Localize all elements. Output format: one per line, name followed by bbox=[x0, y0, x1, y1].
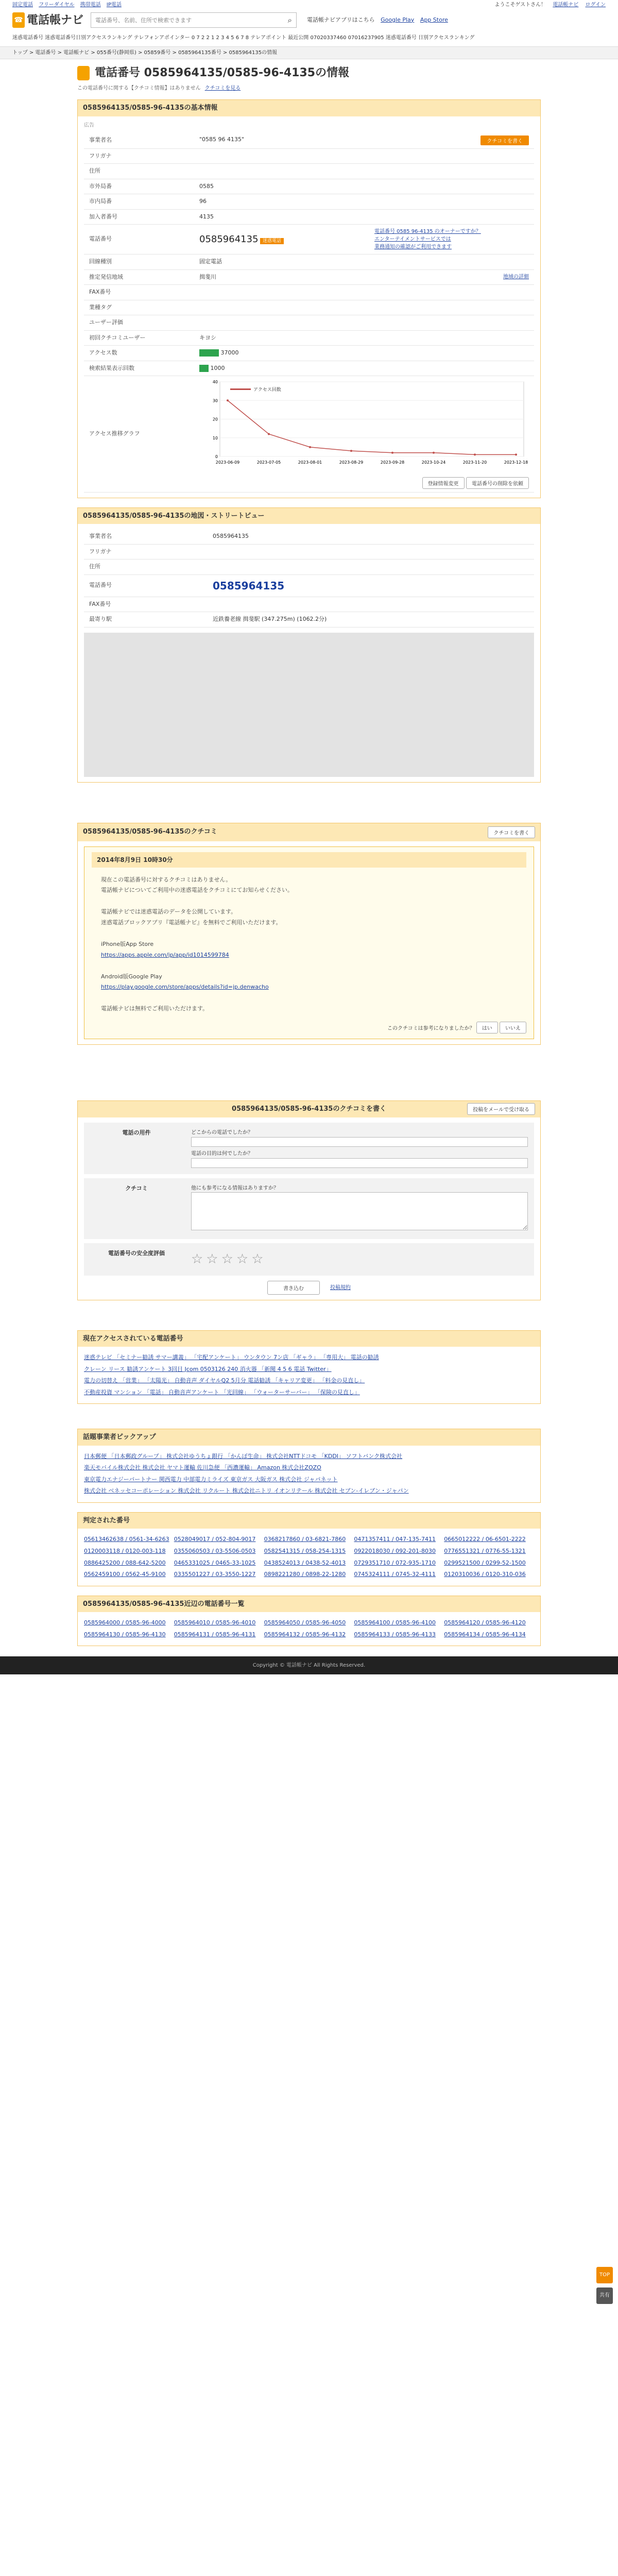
phone-number-link[interactable]: 0355060503 / 03-5506-0503 bbox=[174, 1548, 256, 1554]
write-panel bbox=[77, 1100, 541, 1300]
phone-number-link[interactable]: 0465331025 / 0465-33-1025 bbox=[174, 1559, 256, 1566]
helpful-text: このクチコミは参考になりましたか？ bbox=[387, 1026, 475, 1032]
app-store-url[interactable]: https://apps.apple.com/jp/app/id1014599784 bbox=[101, 951, 229, 958]
popular-heading: 話題事業者ピックアップ bbox=[83, 1433, 156, 1442]
notification-link[interactable]: 業務通知の確認がご利用できます bbox=[374, 244, 452, 250]
entertainment-link[interactable]: エンターテイメントサービスでは bbox=[374, 236, 451, 242]
status-badge: 迷惑電話 bbox=[260, 238, 284, 244]
phone-number-link[interactable]: 0776551321 / 0776-55-1321 bbox=[444, 1548, 526, 1554]
main-nav[interactable]: 迷惑電話番号 迷惑電話番号日別アクセスランキング テレフォンアポインター 0 7 2 2 1 2 3 4 5 6 7 8 テレアポイント 最近公開 07020337460 07016237905 迷惑電話番号 日別アクセスランキング bbox=[12, 35, 475, 41]
y-tick-label: 30 bbox=[212, 398, 218, 403]
recent-access-link[interactable]: 不動産投資 マンション 「電話」 自動音声アンケート 「光回線」 「ウォーターサーバー」 「保険の見直し」 bbox=[84, 1388, 360, 1396]
judged-numbers-panel bbox=[77, 1512, 541, 1586]
region-detail-link[interactable]: 地域の詳細 bbox=[503, 274, 529, 280]
email-subscribe-button[interactable]: 投稿をメールで受け取る bbox=[467, 1103, 535, 1115]
x-tick-label: 2023-06-09 bbox=[215, 460, 240, 465]
table-row: アクセス数 37000 bbox=[84, 346, 534, 361]
access-count: 37000 bbox=[220, 349, 239, 356]
data-point bbox=[350, 450, 352, 452]
judged-numbers-grid bbox=[78, 1529, 540, 1585]
table-row: 最寄り駅 近鉄養老線 揖斐駅 (347.275m) (1062.2分) bbox=[84, 612, 534, 628]
phone-number-link[interactable]: 0745324111 / 0745-32-4111 bbox=[354, 1571, 436, 1578]
comment-section: クチコミ 他にも参考になる情報はありますか？ bbox=[84, 1178, 534, 1239]
topbar-link-mobile[interactable]: 携帯電話 bbox=[80, 2, 101, 8]
phone-number-link[interactable]: 0585964100 / 0585-96-4100 bbox=[354, 1619, 436, 1626]
phone-number-link[interactable]: 0585964134 / 0585-96-4134 bbox=[444, 1631, 526, 1638]
table-row: 事業者名 0585964135 bbox=[84, 529, 534, 544]
data-point bbox=[474, 453, 476, 455]
map-phone-number: 0585964135 bbox=[213, 579, 285, 592]
legend-label: アクセス回数 bbox=[253, 387, 281, 393]
submit-button[interactable]: 書き込む bbox=[267, 1281, 320, 1295]
recent-access-link[interactable]: 迷惑テレビ 「セミナー勧誘 サマー講義」 「宅配アンケート」 ウンタウン 7ン店 「ギャラ」 「専用大」 電話の勧誘 bbox=[84, 1354, 379, 1361]
login-link[interactable]: ログイン bbox=[585, 2, 606, 8]
phone-number-link[interactable]: 0438524013 / 0438-52-4013 bbox=[264, 1559, 346, 1566]
area-numbers-grid bbox=[78, 1612, 540, 1646]
kuchikomi-note: この電話番号に関する【クチコミ情報】はありません クチコミを見る bbox=[77, 86, 241, 91]
google-play-link[interactable]: Google Play bbox=[381, 16, 415, 23]
phone-number-link[interactable]: 0886425200 / 088-642-5200 bbox=[84, 1559, 166, 1566]
phone-number-link[interactable]: 0665012222 / 06-6501-2222 bbox=[444, 1536, 526, 1543]
topbar-link-landline[interactable]: 固定電話 bbox=[12, 2, 33, 8]
call-purpose-section: 電話の用件 どこからの電話でしたか？ 電話の目的は何でしたか？ bbox=[84, 1123, 534, 1174]
table-row: 市外局番 0585 bbox=[84, 179, 534, 194]
data-point bbox=[227, 399, 229, 401]
phone-number-link[interactable]: 0368217860 / 03-6821-7860 bbox=[264, 1536, 346, 1543]
search-count-bar bbox=[199, 365, 209, 372]
kuchikomi-panel bbox=[77, 823, 541, 1045]
logo[interactable]: ☎ 電話帳ナビ bbox=[12, 12, 83, 29]
table-row: ユーザー評価 bbox=[84, 315, 534, 331]
recent-access-heading: 現在アクセスされている電話番号 bbox=[83, 1334, 183, 1343]
data-point bbox=[309, 446, 311, 448]
topbar-menu-home[interactable]: 電話帳ナビ bbox=[553, 2, 579, 8]
x-tick-label: 2023-10-24 bbox=[421, 460, 446, 465]
table-row: 住所 bbox=[84, 560, 534, 575]
topbar bbox=[0, 0, 618, 8]
table-row: FAX番号 bbox=[84, 597, 534, 612]
table-row: 電話番号 0585964135 迷惑電話 電話番号 0585 96-4135 のオーナーですか？ エンターテイメントサービスでは 業務通知の確認がご利用できます bbox=[84, 225, 534, 255]
page-title: 電話番号 0585964135/0585-96-4135の情報 bbox=[77, 64, 541, 81]
phone-book-icon: ☎ bbox=[12, 12, 25, 28]
table-row: FAX番号 bbox=[84, 285, 534, 300]
phone-number-link[interactable]: 0120003118 / 0120-003-118 bbox=[84, 1548, 166, 1554]
y-tick-label: 20 bbox=[212, 417, 218, 422]
caller-input[interactable] bbox=[191, 1137, 528, 1147]
phone-number-link[interactable]: 0120310036 / 0120-310-036 bbox=[444, 1571, 526, 1578]
map-info-table bbox=[84, 529, 534, 628]
update-info-button[interactable]: 登録情報変更 bbox=[422, 477, 465, 489]
table-row: 事業者名 "0585 96 4135" クチコミを書く bbox=[84, 132, 534, 149]
kuchikomi-heading: 0585964135/0585-96-4135のクチコミ bbox=[83, 828, 217, 836]
phone-number-link[interactable]: 0585964132 / 0585-96-4132 bbox=[264, 1631, 346, 1638]
access-chart bbox=[199, 379, 529, 472]
x-tick-label: 2023-09-28 bbox=[380, 460, 405, 465]
phone-number: 0585964135 bbox=[199, 234, 259, 245]
legend-swatch bbox=[230, 388, 251, 390]
recent-access-link[interactable]: 電力の切替え 「営業」 「太陽光」 自動音声 ダイヤルQ2 5月分 電話勧誘 「キャリア変更」 「料金の見直し」 bbox=[84, 1377, 365, 1384]
delete-request-button[interactable]: 電話番号の削除を依頼 bbox=[466, 477, 529, 489]
app-store-link[interactable]: App Store bbox=[420, 16, 448, 23]
search-input[interactable] bbox=[95, 17, 288, 24]
table-row: 初回クチコミユーザー キヨシ bbox=[84, 330, 534, 346]
see-kuchikomi-link[interactable]: クチコミを見る bbox=[204, 86, 241, 91]
write-kuchikomi-button[interactable]: クチコミを書く bbox=[480, 135, 529, 145]
topbar-link-ip[interactable]: IP電話 bbox=[106, 2, 122, 8]
terms-link[interactable]: 投稿規約 bbox=[330, 1284, 351, 1291]
y-tick-label: 0 bbox=[215, 454, 218, 459]
welcome-text: ようこそゲストさん！ bbox=[494, 2, 546, 8]
phone-number-link[interactable]: 0898221280 / 0898-22-1280 bbox=[264, 1571, 346, 1578]
footer: Copyright © 電話帳ナビ All Rights Reserved. bbox=[0, 1656, 618, 1674]
recent-access-panel bbox=[77, 1330, 541, 1404]
phone-number-link[interactable]: 0585964133 / 0585-96-4133 bbox=[354, 1631, 436, 1638]
popular-company-link[interactable]: 東京電力エナジーパートナー 関西電力 中部電力ミライズ 東京ガス 大阪ガス 株式会社 ジャパネット bbox=[84, 1476, 338, 1483]
table-row: アクセス推移グラフ 0 10 20 30 40 アクセス回数 2023-06-09 2023-07-05 2023-08-01 2023-08-29 2023-09-28 2023-10-24 2023-11-20 2023-12-18 登録情報変更 電話番号の削除を依頼 bbox=[84, 376, 534, 493]
basic-info-table bbox=[84, 132, 534, 493]
popular-company-link[interactable]: 日本郵便 「日本郵政グループ」 株式会社ゆうちょ銀行 「かんぽ生命」 株式会社NTTドコモ 「KDDI」 ソフトバンク株式会社 bbox=[84, 1452, 403, 1460]
basic-info-heading: 0585964135/0585-96-4135の基本情報 bbox=[83, 104, 218, 112]
table-row: 加入者番号 4135 bbox=[84, 209, 534, 225]
popular-company-link[interactable]: 株式会社 ベネッセコーポレーション 株式会社 リクルート 株式会社ニトリ イオンリテール 株式会社 セブン-イレブン・ジャパン bbox=[84, 1487, 409, 1495]
phone-number-link[interactable]: 0585964130 / 0585-96-4130 bbox=[84, 1631, 166, 1638]
purpose-input[interactable] bbox=[191, 1158, 528, 1168]
recent-access-link[interactable]: クレーン リース 勧誘アンケート 3回目 Jcom 0503126 240 消火器 「新聞 4 5 6 電話 Twitter」 bbox=[84, 1365, 332, 1372]
search-icon[interactable]: ⌕ bbox=[287, 15, 293, 25]
rating-stars[interactable]: ☆☆☆☆☆ bbox=[191, 1251, 267, 1267]
x-tick-label: 2023-08-29 bbox=[339, 460, 364, 465]
x-tick-label: 2023-11-20 bbox=[462, 460, 487, 465]
share-button[interactable]: 共有 bbox=[596, 2287, 613, 2304]
kuchikomi-date: 2014年8月9日 10時30分 bbox=[92, 852, 526, 868]
search-count: 1000 bbox=[210, 364, 225, 371]
table-row: フリガナ bbox=[84, 148, 534, 164]
x-tick-label: 2023-12-18 bbox=[504, 460, 528, 465]
data-point bbox=[433, 452, 435, 454]
x-tick-label: 2023-08-01 bbox=[298, 460, 322, 465]
helpful-yes-button[interactable]: はい bbox=[476, 1022, 498, 1033]
rating-section: 電話番号の安全度評価 ☆☆☆☆☆ bbox=[84, 1243, 534, 1276]
breadcrumb[interactable]: トップ > 電話番号 > 電話帳ナビ > 055番号(静岡県) > 05859番号 > 0585964135番号 > 0585964135の情報 bbox=[0, 46, 618, 59]
header bbox=[0, 8, 618, 32]
phone-number-link[interactable]: 0562459100 / 0562-45-9100 bbox=[84, 1571, 166, 1578]
helpful-no-button[interactable]: いいえ bbox=[500, 1022, 526, 1033]
table-row: 推定発信地域 揖斐川 地域の詳細 bbox=[84, 269, 534, 285]
table-row: 業種タグ bbox=[84, 300, 534, 315]
phone-number-link[interactable]: 0471357411 / 047-135-7411 bbox=[354, 1536, 436, 1543]
data-point bbox=[391, 452, 393, 454]
map-panel bbox=[77, 507, 541, 783]
app-promo-text: 電話帳ナビアプリはこちら bbox=[307, 16, 375, 23]
write-kuchikomi-top-button[interactable]: クチコミを書く bbox=[488, 826, 535, 838]
phone-number-link[interactable]: 0585964131 / 0585-96-4131 bbox=[174, 1631, 256, 1638]
data-point bbox=[268, 433, 270, 435]
access-bar bbox=[199, 349, 219, 357]
phone-number-link[interactable]: 0299521500 / 0299-52-1500 bbox=[444, 1559, 526, 1566]
write-heading: 0585964135/0585-96-4135のクチコミを書く bbox=[232, 1105, 386, 1113]
ad-caption: 広告 bbox=[84, 122, 94, 128]
area-numbers-panel bbox=[77, 1596, 541, 1647]
comment-textarea[interactable] bbox=[191, 1192, 528, 1230]
x-tick-label: 2023-07-05 bbox=[256, 460, 281, 465]
phone-number-link[interactable]: 0729351710 / 072-935-1710 bbox=[354, 1559, 436, 1566]
table-row: フリガナ bbox=[84, 544, 534, 560]
search-box bbox=[91, 12, 297, 28]
data-point bbox=[515, 453, 517, 455]
phone-number-link[interactable]: 0585964000 / 0585-96-4000 bbox=[84, 1619, 166, 1626]
phone-number-link[interactable]: 0585964010 / 0585-96-4010 bbox=[174, 1619, 256, 1626]
popular-panel bbox=[77, 1429, 541, 1503]
table-row: 市内局番 96 bbox=[84, 194, 534, 210]
topbar-link-freedial[interactable]: フリーダイヤル bbox=[39, 2, 75, 8]
phone-number-link[interactable]: 05613462638 / 0561-34-6263 bbox=[84, 1536, 169, 1543]
phone-number-link[interactable]: 0335501227 / 03-3550-1227 bbox=[174, 1571, 256, 1578]
map-heading: 0585964135/0585-96-4135の地図・ストリートビュー bbox=[83, 512, 265, 520]
phone-number-link[interactable]: 0528049017 / 052-804-9017 bbox=[174, 1536, 256, 1543]
owner-link[interactable]: 電話番号 0585 96-4135 のオーナーですか？ bbox=[374, 229, 481, 234]
phone-icon bbox=[77, 66, 90, 80]
table-row: 検索結果表示回数 1000 bbox=[84, 361, 534, 376]
area-numbers-heading: 0585964135/0585-96-4135近辺の電話番号一覧 bbox=[83, 1600, 245, 1608]
phone-number-link[interactable]: 0585964050 / 0585-96-4050 bbox=[264, 1619, 346, 1626]
y-tick-label: 10 bbox=[212, 435, 218, 440]
kuchikomi-box: 2014年8月9日 10時30分 現在この電話番号に対するクチコミはありません。 電話帳ナビについてご利用中の迷惑電話をクチコミにてお知らせください。 電話帳ナビでは迷惑電話のデータを公開しています。 迷惑電話ブロックアプリ『電話帳ナビ』を無料でご利用いただけます。 iPhone版App Store https://apps.apple.com/jp/app/id1014599784 Android版Google Play https://play.google.com/store/apps/details?id=jp.denwacho 電話帳ナビは無料でご利用いただけます。 このクチコミは参考になりましたか？ はい いいえ bbox=[84, 846, 534, 1040]
scroll-top-button[interactable]: TOP bbox=[596, 2267, 613, 2283]
phone-number-link[interactable]: 0582541315 / 058-254-1315 bbox=[264, 1548, 346, 1554]
map-area[interactable] bbox=[84, 633, 534, 777]
table-row: 電話番号 0585964135 bbox=[84, 574, 534, 597]
judged-numbers-heading: 判定された番号 bbox=[83, 1516, 130, 1524]
y-tick-label: 40 bbox=[212, 380, 218, 384]
basic-info-panel bbox=[77, 99, 541, 498]
popular-links[interactable] bbox=[78, 1446, 540, 1502]
phone-number-link[interactable]: 0922018030 / 092-201-8030 bbox=[354, 1548, 436, 1554]
popular-company-link[interactable]: 楽天モバイル株式会社 株式会社 ヤマト運輸 佐川急便 「西濃運輸」 Amazon 株式会社ZOZO bbox=[84, 1464, 321, 1471]
table-row: 回線種別 固定電話 bbox=[84, 255, 534, 270]
table-row: 住所 bbox=[84, 164, 534, 179]
recent-access-links[interactable] bbox=[78, 1347, 540, 1403]
phone-number-link[interactable]: 0585964120 / 0585-96-4120 bbox=[444, 1619, 526, 1626]
google-play-url[interactable]: https://play.google.com/store/apps/details?id=jp.denwacho bbox=[101, 984, 269, 991]
